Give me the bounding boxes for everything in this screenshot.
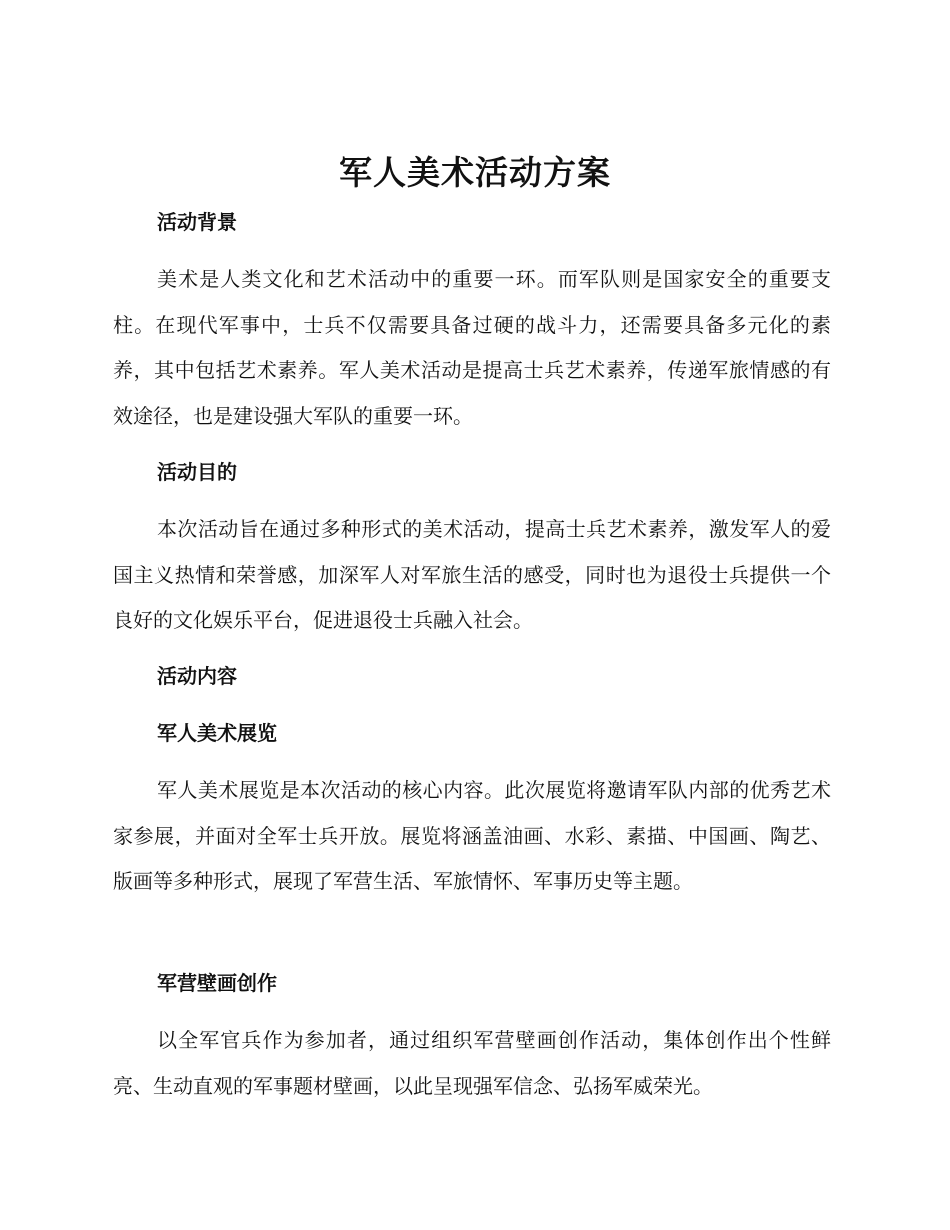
section-paragraph-exhibition: 军人美术展览是本次活动的核心内容。此次展览将邀请军队内部的优秀艺术家参展，并面对全军士兵开放。展览将涵盖油画、水彩、素描、中国画、陶艺、版画等多种形式，展现了军营生活、军旅情怀、军事历史等主题。 [113, 778, 831, 893]
section-heading-content: 活动内容 [157, 664, 237, 688]
section-paragraph-purpose: 本次活动旨在通过多种形式的美术活动，提高士兵艺术素养，激发军人的爱国主义热情和荣誉感，加深军人对军旅生活的感受，同时也为退役士兵提供一个良好的文化娱乐平台，促进退役士兵融入社会。 [113, 517, 831, 632]
section-heading-mural: 军营壁画创作 [157, 971, 277, 995]
section-paragraph-mural: 以全军官兵作为参加者，通过组织军营壁画创作活动，集体创作出个性鲜亮、生动直观的军事题材壁画，以此呈现强军信念、弘扬军威荣光。 [113, 1028, 831, 1098]
section-heading-exhibition: 军人美术展览 [157, 721, 277, 745]
section-heading-purpose: 活动目的 [157, 460, 237, 484]
document-title: 军人美术活动方案 [339, 153, 611, 192]
section-paragraph-background: 美术是人类文化和艺术活动中的重要一环。而军队则是国家安全的重要支柱。在现代军事中，士兵不仅需要具备过硬的战斗力，还需要具备多元化的素养，其中包括艺术素养。军人美术活动是提高士兵艺术素养，传递军旅情感的有效途径，也是建设强大军队的重要一环。 [113, 267, 831, 428]
section-heading-background: 活动背景 [157, 210, 237, 234]
